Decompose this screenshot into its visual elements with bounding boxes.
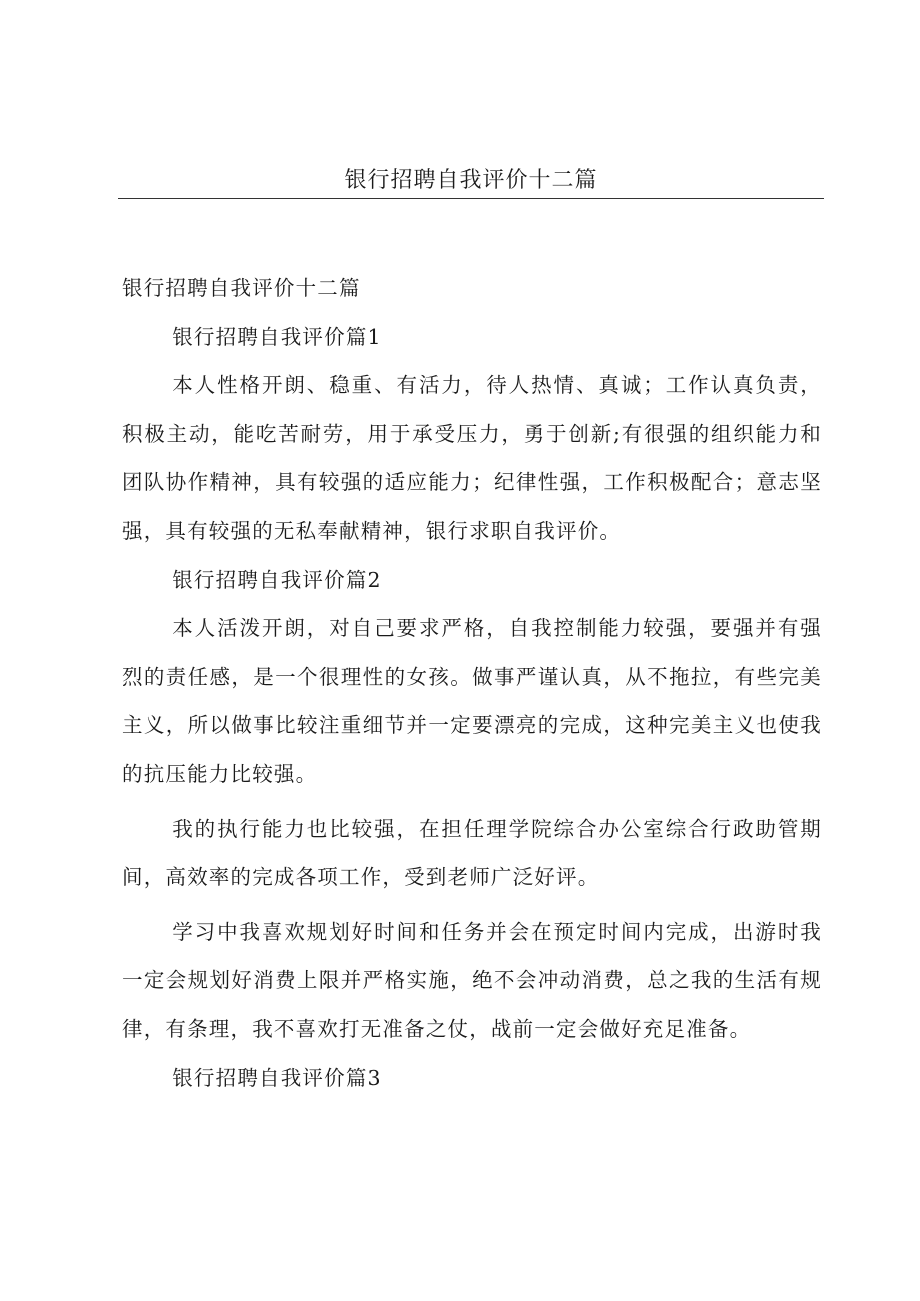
header-divider bbox=[118, 198, 824, 199]
paragraph-3: 我的执行能力也比较强，在担任理学院综合办公室综合行政助管期间，高效率的完成各项工作，受到老师广泛好评。 bbox=[122, 816, 822, 890]
running-header-title: 银行招聘自我评价十二篇 bbox=[344, 168, 598, 193]
paragraph-1: 本人性格开朗、稳重、有活力，待人热情、真诚；工作认真负责，积极主动，能吃苦耐劳，用于承受压力，勇于创新;有很强的组织能力和团队协作精神，具有较强的适应能力；纪律性强，工作积极配合；意志坚强，具有较强的无私奉献精神，银行求职自我评价。 bbox=[122, 373, 822, 543]
document-title: 银行招聘自我评价十二篇 bbox=[122, 276, 361, 300]
section-heading-3: 银行招聘自我评价篇3 bbox=[172, 1065, 382, 1090]
document-body bbox=[122, 264, 822, 1102]
paragraph-2: 本人活泼开朗，对自己要求严格，自我控制能力较强，要强并有强烈的责任感，是一个很理性的女孩。做事严谨认真，从不拖拉，有些完美主义，所以做事比较注重细节并一定要漂亮的完成，这种完美主义也使我的抗压能力比较强。 bbox=[122, 616, 822, 786]
section-heading-1: 银行招聘自我评价篇1 bbox=[172, 324, 382, 349]
section-heading-2: 银行招聘自我评价篇2 bbox=[172, 567, 382, 592]
paragraph-4: 学习中我喜欢规划好时间和任务并会在预定时间内完成，出游时我一定会规划好消费上限并严格实施，绝不会冲动消费，总之我的生活有规律，有条理，我不喜欢打无准备之仗，战前一定会做好充足准备。 bbox=[122, 919, 822, 1041]
